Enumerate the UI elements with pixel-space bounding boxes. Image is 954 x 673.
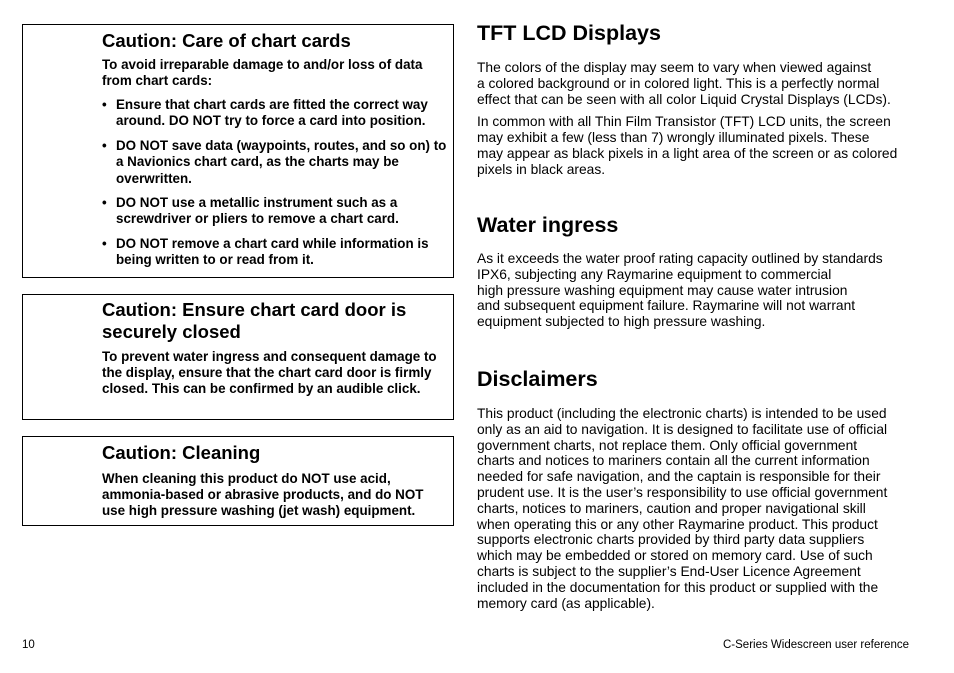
section-disclaimers: [477, 366, 917, 611]
caution-list: [102, 97, 447, 269]
caution-title: Caution: Care of chart cards: [102, 30, 351, 51]
footer-doc-title: C-Series Widescreen user reference: [723, 639, 909, 651]
section-heading: Disclaimers: [477, 367, 598, 391]
list-item: • Ensure that chart cards are fitted the correct way around. DO NOT try to force a card into position.: [102, 97, 428, 129]
paragraph: In common with all Thin Film Transistor (TFT) LCD units, the screen may exhibit a few (less than 7) wrongly illuminated pixels. These may appear as black pixels in a light area of the screen or as colored pixels in black areas.: [477, 114, 898, 177]
caution-intro: To prevent water ingress and consequent damage to the display, ensure that the chart card door is firmly closed. This can be confirmed by an audible click.: [102, 349, 437, 396]
page-number: 10: [22, 639, 35, 651]
caution-intro: When cleaning this product do NOT use acid, ammonia-based or abrasive products, and do NOT use high pressure washing (jet wash) equipment.: [102, 471, 424, 518]
caution-title: Caution: Ensure chart card door is securely closed: [102, 299, 407, 342]
paragraph: The colors of the display may seem to vary when viewed against a colored background or in colored light. This is a perfectly normal effect that can be seen with all color Liquid Crystal Displays (LCDs).: [477, 60, 891, 107]
section-heading: TFT LCD Displays: [477, 21, 661, 45]
paragraph: As it exceeds the water proof rating capacity outlined by standards IPX6, subjecting any Raymarine equipment to commercial high pressure washing equipment may cause water intrusion and subsequent equipment failure. Raymarine will not warrant equipment subjected to high pressure washing.: [477, 251, 883, 330]
section-tft-lcd: [477, 20, 917, 178]
caution-box-card-door: [22, 294, 454, 420]
paragraph: This product (including the electronic charts) is intended to be used only as an aid to navigation. It is designed to facilitate use of official government charts, not replace them. Only official government charts and notices to mariners contain all the current information needed for safe navigation, and the captain is responsible for their prudent use. It is the user’s responsibility to use official government charts, notices to mariners, caution and proper navigational skill when operating this or any other Raymarine product. This product supports electronic charts provided by third party data suppliers which may be embedded or stored on memory card. Use of such charts is subject to the supplier’s End-User Licence Agreement included in the documentation for this product or supplied with the memory card (as applicable).: [477, 406, 888, 611]
list-item: • DO NOT save data (waypoints, routes, and so on) to a Navionics chart card, as the charts may be overwritten.: [102, 137, 447, 186]
caution-title: Caution: Cleaning: [102, 442, 261, 463]
list-item: • DO NOT use a metallic instrument such as a screwdriver or pliers to remove a chart card.: [102, 195, 399, 227]
section-heading: Water ingress: [477, 213, 619, 237]
caution-intro: To avoid irreparable damage to and/or loss of data from chart cards:: [102, 57, 423, 88]
caution-box-chart-cards: [22, 24, 454, 278]
caution-box-cleaning: [22, 436, 454, 526]
list-item: • DO NOT remove a chart card while information is being written to or read from it.: [102, 235, 429, 268]
section-water-ingress: [477, 212, 917, 330]
